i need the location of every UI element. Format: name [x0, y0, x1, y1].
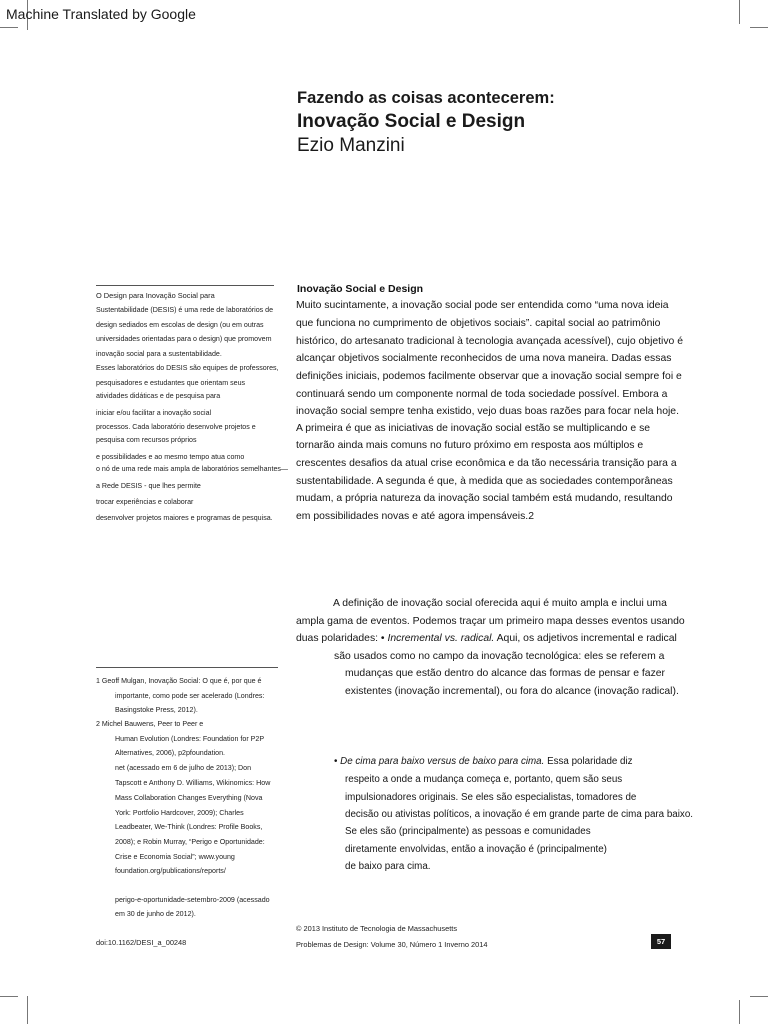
footnote-line: net (acessado em 6 de julho de 2013); Don — [115, 764, 252, 772]
page-number-badge: 57 — [651, 934, 671, 949]
sidebar-line: trocar experiências e colaborar — [96, 498, 194, 506]
body-line: Se eles são (principalmente) as pessoas e comunidades — [345, 826, 591, 837]
polarity-term: De cima para baixo versus de baixo para cima. — [340, 756, 545, 767]
body-line: mudanças que estão dentro do alcance das formas de pensar e fazer — [345, 668, 665, 679]
footnote-rule — [96, 667, 278, 668]
copyright-line: © 2013 Instituto de Tecnologia de Massachusetts — [296, 924, 458, 933]
body-text: Essa polaridade diz — [544, 756, 633, 767]
footnote-line: Alternatives, 2006), p2pfoundation. — [115, 749, 226, 757]
body-line: diretamente envolvidas, então a inovação é (principalmente) — [345, 844, 607, 855]
footnote-line: Human Evolution (Londres: Foundation for P2P — [115, 735, 265, 743]
section-heading: Inovação Social e Design — [297, 283, 424, 295]
body-line: que funciona no cumprimento de objetivos sociais”. capital social ao patrimônio — [296, 318, 661, 329]
bullet-marker: • — [334, 756, 341, 767]
body-line: decisão ou ativistas políticos, a inovação é em grande parte de cima para baixo. — [345, 809, 693, 820]
footnote-line: em 30 de junho de 2012). — [115, 910, 196, 918]
crop-mark — [750, 27, 768, 28]
crop-mark — [0, 27, 18, 28]
sidebar-line: processos. Cada laboratório desenvolve projetos e — [96, 423, 256, 431]
body-line: Muito sucintamente, a inovação social pode ser entendida como “uma nova ideia — [296, 300, 669, 311]
crop-mark — [27, 996, 28, 1024]
footnote-line: foundation.org/publications/reports/ — [115, 867, 226, 875]
footnote-line: Basingstoke Press, 2012). — [115, 706, 198, 714]
body-line: sustentabilidade. A segunda é que, à medida que as sociedades contemporâneas — [296, 476, 673, 487]
footnote-line: 2008); e Robin Murray, “Perigo e Oportunidade: — [115, 838, 265, 846]
footnote-line: York: Portfolio Hardcover, 2009); Charles — [115, 809, 244, 817]
sidebar-line: iniciar e/ou facilitar a inovação social — [96, 409, 212, 417]
body-line: crescentes desafios da atual crise econômica e da tão necessária transição para a — [296, 458, 677, 469]
sidebar-line: universidades orientadas para o design) que promovem — [96, 335, 272, 343]
article-author: Ezio Manzini — [297, 135, 405, 156]
body-line — [296, 633, 677, 644]
sidebar-line: pesquisa com recursos próprios — [96, 436, 197, 444]
body-line: definições iniciais, podemos facilmente observar que a inovação social sempre foi e — [296, 371, 682, 382]
article-title-line2: Inovação Social e Design — [297, 111, 526, 132]
body-line: existentes (inovação incremental), ou fora do alcance (inovação radical). — [345, 686, 679, 697]
body-line: alcançar objetivos socialmente reconhecidos de uma nova maneira. Dadas essas — [296, 353, 672, 364]
sidebar-rule — [96, 285, 274, 286]
footnote-line: importante, como pode ser acelerado (Londres: — [115, 692, 265, 700]
sidebar-line: atividades didáticas e de pesquisa para — [96, 392, 221, 400]
footnote-line: Tapscott e Anthony D. Williams, Wikinomics: How — [115, 779, 271, 787]
footnote-line: Mass Collaboration Changes Everything (Nova — [115, 794, 263, 802]
crop-mark — [739, 1000, 740, 1024]
sidebar-line: a Rede DESIS - que lhes permite — [96, 482, 201, 490]
article-title-line1: Fazendo as coisas acontecerem: — [297, 89, 555, 107]
footnote-line: Leadbeater, We-Think (Londres: Profile Books, — [115, 823, 263, 831]
crop-mark — [750, 996, 768, 997]
body-text: Aqui, os adjetivos incremental e radical — [494, 633, 677, 644]
body-line: histórico, do artesanato tradicional à tecnologia avançada acessível), cujo objetivo é — [296, 336, 683, 347]
body-line: ampla gama de eventos. Podemos traçar um primeiro mapa desses eventos usando — [296, 616, 685, 627]
body-line: impulsionadores originais. Se eles são especialistas, tomadores de — [345, 792, 637, 803]
body-text: duas polaridades: • — [296, 633, 388, 644]
body-line: A definição de inovação social oferecida aqui é muito ampla e inclui uma — [333, 598, 667, 609]
footnote-line: 2 Michel Bauwens, Peer to Peer e — [96, 720, 204, 728]
sidebar-line: Esses laboratórios do DESIS são equipes de professores, — [96, 364, 279, 372]
body-line: tornarão ainda mais comuns no futuro próximo em resposta aos múltiplos e — [296, 440, 644, 451]
sidebar-line: O Design para Inovação Social para — [96, 291, 215, 300]
body-line: de baixo para cima. — [345, 861, 431, 872]
footnote-line: Crise e Economia Social”; www.young — [115, 853, 235, 861]
crop-mark — [739, 0, 740, 24]
body-line: inovação social sempre tenha existido, vejo duas boas razões para focar nela hoje. — [296, 406, 679, 417]
footnote-line: 1 Geoff Mulgan, Inovação Social: O que é, por que é — [96, 677, 262, 685]
crop-mark — [0, 996, 18, 997]
body-line: em possibilidades novas e até agora impensáveis.2 — [296, 511, 534, 522]
body-line: A primeira é que as iniciativas de inovação social estão se multiplicando e se — [296, 423, 651, 434]
sidebar-line: desenvolver projetos maiores e programas de pesquisa. — [96, 514, 273, 522]
sidebar-line: design sediados em escolas de design (ou em outras — [96, 321, 264, 329]
body-line — [334, 756, 633, 767]
sidebar-line: pesquisadores e estudantes que orientam seus — [96, 379, 246, 387]
body-line: respeito a onde a mudança começa e, portanto, quem são seus — [345, 774, 623, 785]
machine-translation-banner: Machine Translated by Google — [6, 6, 196, 22]
sidebar-line: Sustentabilidade (DESIS) é uma rede de laboratórios de — [96, 306, 274, 314]
sidebar-line: e possibilidades e ao mesmo tempo atua como — [96, 453, 245, 461]
journal-citation: Problemas de Design: Volume 30, Número 1 Inverno 2014 — [296, 940, 488, 949]
sidebar-line: inovação social para a sustentabilidade. — [96, 350, 222, 358]
doi-line: doi:10.1162/DESI_a_00248 — [96, 938, 187, 947]
polarity-term: Incremental vs. radical. — [387, 633, 495, 644]
footnote-line: perigo-e-oportunidade-setembro-2009 (acessado — [115, 896, 270, 904]
sidebar-line: o nó de uma rede mais ampla de laboratórios semelhantes— — [96, 465, 289, 473]
body-line: continuará sendo um componente normal de toda sociedade possível. Embora a — [296, 389, 668, 400]
body-line: são usados como no campo da inovação tecnológica: eles se referem a — [334, 651, 665, 662]
body-line: mudam, a própria natureza da inovação social também está mudando, resultando — [296, 493, 673, 504]
